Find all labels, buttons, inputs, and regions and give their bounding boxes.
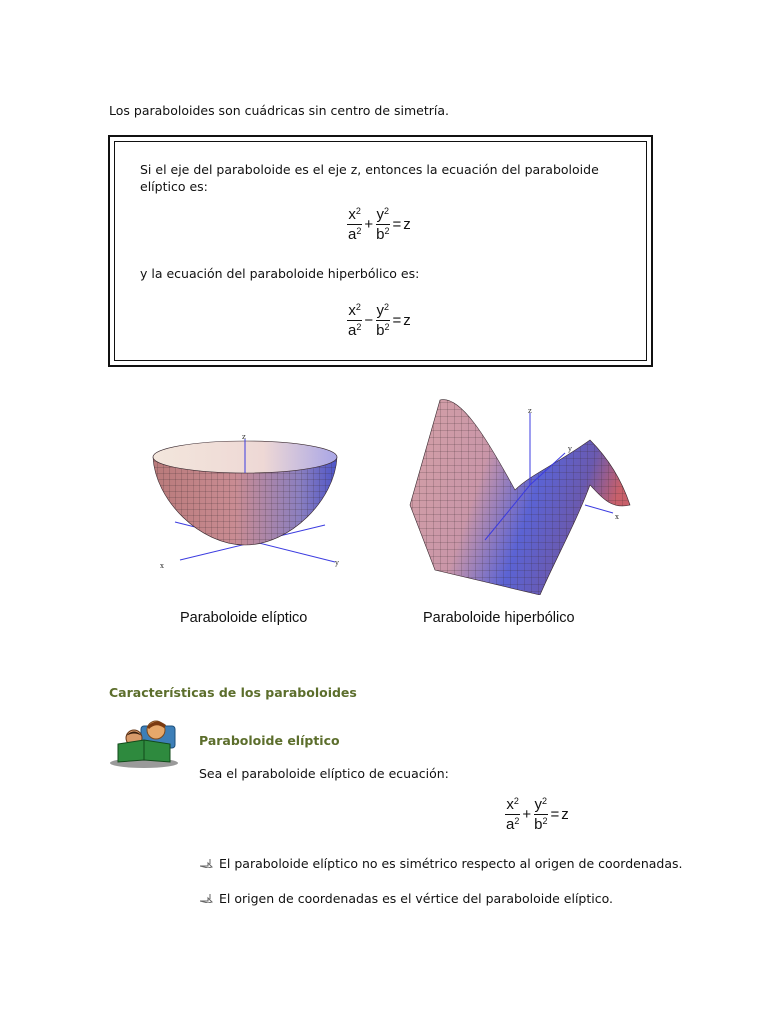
section-title: Características de los paraboloides <box>109 685 357 700</box>
y-axis-label: y <box>568 445 572 453</box>
section-intro: Sea el paraboloide elíptico de ecuación: <box>199 766 449 781</box>
bullet-item <box>200 891 613 906</box>
elliptic-paraboloid-figure <box>145 425 360 575</box>
z-axis-label: z <box>242 433 246 441</box>
caption-elliptic: Paraboloide elíptico <box>180 610 308 626</box>
frac-x-a: $\frac{x^2}{a^2}$ <box>348 302 362 339</box>
box-line-1: Si el eje del paraboloide es el eje z, entonces la ecuación del paraboloide <box>140 162 599 177</box>
equation-elliptic <box>347 207 411 242</box>
equals-sign: = <box>392 216 402 233</box>
frac-y-b: $\frac{y^2}{b^2}$ <box>534 796 548 833</box>
minus-sign: − <box>364 312 374 329</box>
box-line-2: elíptico es: <box>140 179 208 194</box>
y-axis-label: y <box>335 559 339 567</box>
z-variable: z <box>403 312 411 329</box>
equation-elliptic-section <box>505 797 569 832</box>
bullet-item <box>200 856 682 871</box>
plus-sign: + <box>522 806 532 823</box>
bullet-text: El origen de coordenadas es el vértice del paraboloide elíptico. <box>219 891 614 906</box>
equals-sign: = <box>392 312 402 329</box>
z-variable: z <box>403 216 411 233</box>
z-variable: z <box>561 806 569 823</box>
plus-sign: + <box>364 216 374 233</box>
bullet-arrow-icon <box>200 894 213 903</box>
frac-x-a: $\frac{x^2}{a^2}$ <box>348 206 362 243</box>
frac-y-b: $\frac{y^2}{b^2}$ <box>376 302 390 339</box>
box-text <box>140 161 599 195</box>
box-line-3: y la ecuación del paraboloide hiperbólico es: <box>140 266 420 281</box>
equals-sign: = <box>550 806 560 823</box>
x-axis-line <box>585 505 613 513</box>
bullet-arrow-icon <box>200 859 213 868</box>
x-axis-label: x <box>160 562 164 570</box>
x-axis-label: x <box>615 513 619 521</box>
caption-hyperbolic: Paraboloide hiperbólico <box>423 610 575 626</box>
intro-text: Los paraboloides son cuádricas sin centro de simetría. <box>109 103 449 118</box>
frac-y-b: $\frac{y^2}{b^2}$ <box>376 206 390 243</box>
section-subtitle: Paraboloide elíptico <box>199 733 340 748</box>
hyperbolic-paraboloid-figure <box>405 395 645 595</box>
z-axis-label: z <box>528 407 532 415</box>
frac-x-a: $\frac{x^2}{a^2}$ <box>506 796 520 833</box>
equation-hyperbolic <box>347 303 411 338</box>
bullet-text: El paraboloide elíptico no es simétrico respecto al origen de coordenadas. <box>219 856 683 871</box>
reader-clipart-icon <box>108 716 180 770</box>
